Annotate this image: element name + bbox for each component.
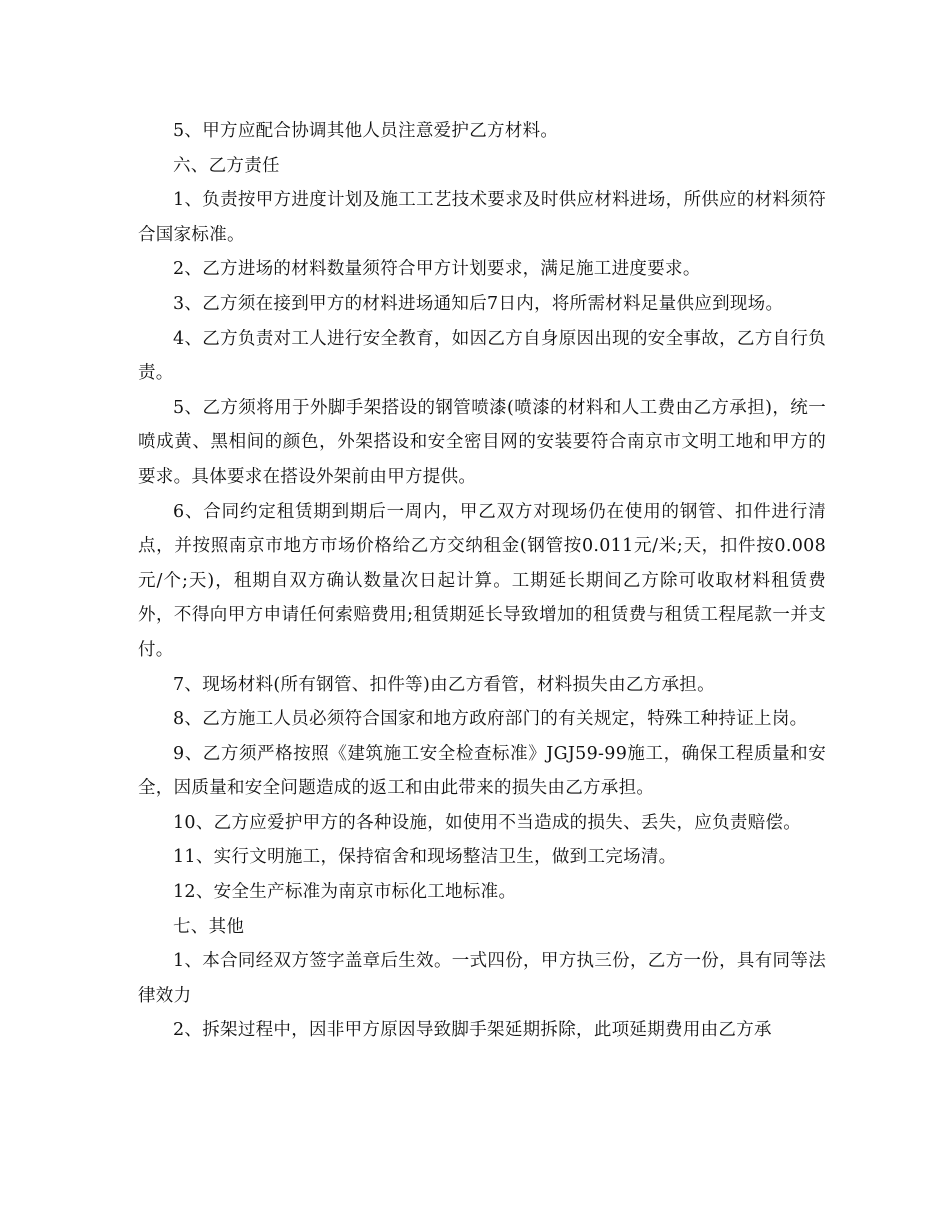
section-heading-other: 七、其他 [173, 916, 245, 937]
paragraph-b-clause-11: 11、实行文明施工，保持宿舍和现场整洁卫生，做到工完场清。 [173, 847, 677, 868]
paragraph-b-clause-1: 1、负责按甲方进度计划及施工工艺技术要求及时供应材料进场，所供应的材料须符合国家标准。 [138, 190, 826, 245]
paragraph-b-clause-9: 9、乙方须严格按照《建筑施工安全检查标准》JGJ59-99施工，确保工程质量和安全，因质量和安全问题造成的返工和由此带来的损失由乙方承担。 [138, 743, 826, 799]
paragraph-b-clause-2: 2、乙方进场的材料数量须符合甲方计划要求，满足施工进度要求。 [173, 259, 701, 280]
paragraph-b-clause-5: 5、乙方须将用于外脚手架搭设的钢管喷漆(喷漆的材料和人工费由乙方承担)，统一喷成黄、黑相间的颜色，外架搭设和安全密目网的安装要符合南京市文明工地和甲方的要求。具体要求在搭设外架前由甲方提供。 [138, 397, 826, 487]
paragraph-b-clause-6: 6、合同约定租赁期到期后一周内，甲乙双方对现场仍在使用的钢管、扣件进行清点，并按照南京市地方市场价格给乙方交纳租金(钢管按0.011元/米;天，扣件按0.008元/个;天)，租期自双方确认数量次日起计算。工期延长期间乙方除可收取材料租赁费外，不得向甲方申请任何索赔费用;租赁期延长导致增加的租赁费与租赁工程尾款一并支付。 [138, 501, 826, 660]
paragraph-other-clause-2: 2、拆架过程中，因非甲方原因导致脚手架延期拆除，此项延期费用由乙方承 [173, 1020, 772, 1041]
paragraph-a-clause-5: 5、甲方应配合协调其他人员注意爱护乙方材料。 [173, 121, 559, 141]
paragraph-b-clause-7: 7、现场材料(所有钢管、扣件等)由乙方看管，材料损失由乙方承担。 [173, 674, 715, 695]
paragraph-b-clause-10: 10、乙方应爱护甲方的各种设施，如使用不当造成的损失、丢失，应负责赔偿。 [173, 812, 802, 833]
paragraph-b-clause-3: 3、乙方须在接到甲方的材料进场通知后7日内，将所需材料足量供应到现场。 [173, 293, 784, 314]
paragraph-b-clause-4: 4、乙方负责对工人进行安全教育，如因乙方自身原因出现的安全事故，乙方自行负责。 [138, 328, 826, 384]
paragraph-b-clause-12: 12、安全生产标准为南京市标化工地标准。 [173, 882, 517, 903]
paragraph-other-clause-1: 1、本合同经双方签字盖章后生效。一式四份，甲方执三份，乙方一份，具有同等法律效力 [138, 951, 826, 1006]
section-heading-party-b-responsibility: 六、乙方责任 [173, 155, 280, 176]
paragraph-b-clause-8: 8、乙方施工人员必须符合国家和地方政府部门的有关规定，特殊工种持证上岗。 [173, 709, 808, 730]
document-body [138, 114, 826, 1048]
